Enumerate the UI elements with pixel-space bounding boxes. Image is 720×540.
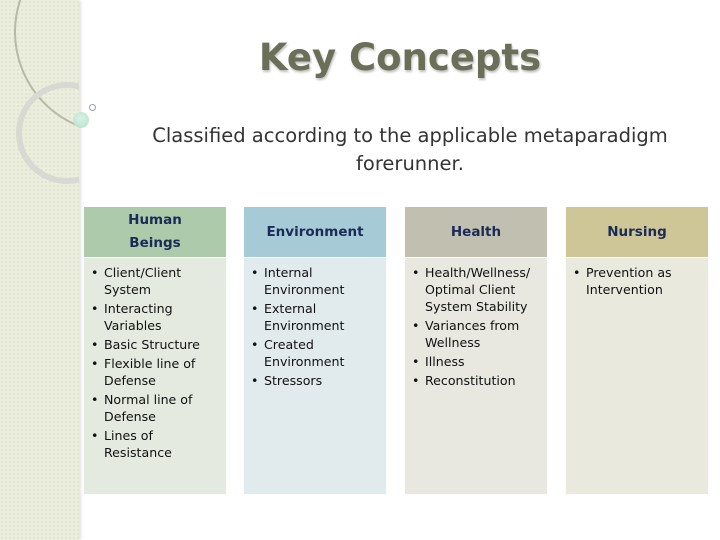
concept-list (566, 264, 708, 298)
column-header (84, 207, 226, 258)
bullet-icon: • (91, 265, 99, 280)
column-environment (244, 207, 386, 494)
bullet-icon: • (251, 301, 259, 316)
list-item-text: Internal Environment (264, 265, 345, 297)
column-header (566, 207, 708, 258)
column-health (405, 207, 547, 494)
list-item (250, 336, 380, 370)
list-item (250, 372, 380, 389)
list-item-text: Reconstitution (425, 373, 516, 388)
list-item (411, 353, 541, 370)
list-item (90, 355, 220, 389)
column-body (405, 258, 547, 494)
list-item-text: Created Environment (264, 337, 345, 369)
column-body (84, 258, 226, 494)
list-item-text: Variances from Wellness (425, 318, 520, 350)
list-item-text: Interacting Variables (104, 301, 173, 333)
column-header (405, 207, 547, 258)
column-human-beings (84, 207, 226, 494)
list-item (90, 427, 220, 461)
list-item (411, 264, 541, 315)
concept-list (405, 264, 547, 389)
decorative-side-strip (0, 0, 79, 540)
list-item-text: Lines of Resistance (104, 428, 172, 460)
list-item (411, 317, 541, 351)
list-item (90, 300, 220, 334)
column-body (566, 258, 708, 494)
list-item (250, 264, 380, 298)
list-item-text: Basic Structure (104, 337, 200, 352)
column-header-label: Health (450, 223, 502, 240)
column-header-label: Human Beings (128, 212, 182, 251)
bullet-icon: • (251, 265, 259, 280)
list-item-text: Health/Wellness/ Optimal Client System Stability (425, 265, 531, 314)
list-item (90, 264, 220, 298)
slide-title: Key Concepts (258, 36, 542, 79)
decorative-thick-ring-icon (16, 82, 79, 184)
bullet-icon: • (412, 354, 420, 369)
bullet-icon: • (412, 318, 420, 333)
bullet-icon: • (251, 373, 259, 388)
list-item-text: Illness (425, 354, 465, 369)
column-body (244, 258, 386, 494)
list-item (90, 336, 220, 353)
concept-list (84, 264, 226, 461)
bullet-icon: • (573, 265, 581, 280)
concept-list (244, 264, 386, 389)
column-header (244, 207, 386, 258)
decorative-small-ring-icon (89, 104, 96, 111)
column-nursing (566, 207, 708, 494)
list-item-text: Flexible line of Defense (104, 356, 196, 388)
list-item (90, 391, 220, 425)
bullet-icon: • (412, 265, 420, 280)
list-item (411, 372, 541, 389)
list-item-text: Prevention as Intervention (586, 265, 672, 297)
list-item (572, 264, 702, 298)
bullet-icon: • (412, 373, 420, 388)
bullet-icon: • (91, 428, 99, 443)
slide-subtitle: Classified according to the applicable metaparadigm forerunner. (152, 124, 668, 175)
bullet-icon: • (91, 337, 99, 352)
list-item-text: Normal line of Defense (104, 392, 193, 424)
column-header-label: Nursing (607, 223, 667, 240)
column-header-label: Environment (266, 223, 364, 240)
list-item-text: Client/Client System (104, 265, 182, 297)
bullet-icon: • (91, 392, 99, 407)
bullet-icon: • (251, 337, 259, 352)
list-item (250, 300, 380, 334)
bullet-icon: • (91, 356, 99, 371)
bullet-icon: • (91, 301, 99, 316)
list-item-text: Stressors (264, 373, 323, 388)
list-item-text: External Environment (264, 301, 345, 333)
decorative-green-dot-icon (73, 112, 89, 128)
